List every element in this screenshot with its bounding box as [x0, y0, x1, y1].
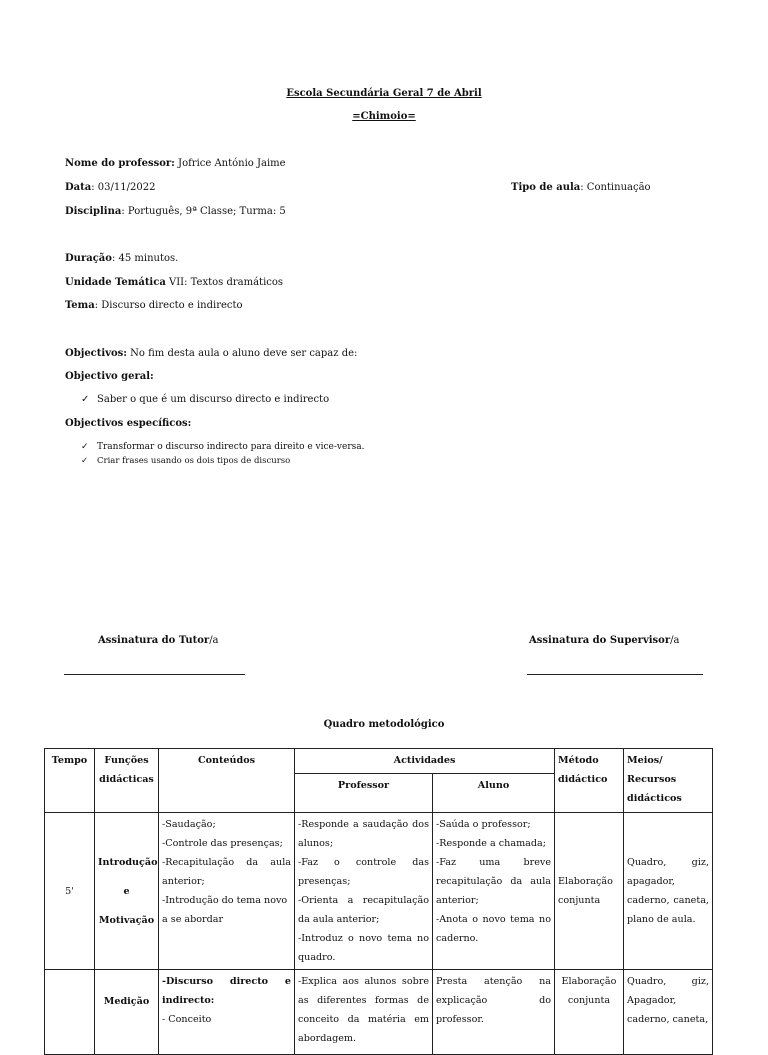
table-row	[45, 970, 713, 1055]
supervisor-signature-line	[527, 674, 703, 675]
unit-line	[65, 277, 283, 288]
subject-label: Disciplina	[65, 206, 122, 217]
class-type-value: : Continuação	[580, 182, 651, 193]
class-type-line	[511, 182, 651, 193]
row1-professor: -Responde a saudação dos alunos; -Faz o controle das presenças; -Orienta a recapitulação da aula anterior; -Introduz o novo tema no quadro.	[295, 813, 433, 970]
unit-value: VII: Textos dramáticos	[165, 277, 284, 288]
header-funcoes: Funções didácticas	[95, 749, 159, 813]
table-title: Quadro metodológico	[323, 719, 445, 730]
header-professor: Professor	[295, 774, 433, 813]
checkmark-icon: ✓	[81, 456, 89, 466]
teacher-line	[65, 158, 286, 169]
methodology-table	[44, 748, 713, 1055]
theme-label: Tema	[65, 300, 95, 311]
supervisor-signature-label: Assinatura do Supervisor/a	[529, 635, 680, 646]
tutor-signature-line	[64, 674, 245, 675]
school-title: Escola Secundária Geral 7 de Abril	[286, 88, 482, 99]
subject-line	[65, 206, 286, 217]
specific-objective-item: ✓ Criar frases usando os dois tipos de discurso	[81, 456, 291, 466]
class-type-label: Tipo de aula	[511, 182, 581, 193]
table-row	[45, 813, 713, 970]
date-value: : 03/11/2022	[91, 182, 156, 193]
header-actividades: Actividades	[295, 749, 555, 774]
row1-aluno: -Saúda o professor; -Responde a chamada; -Faz uma breve recapitulação da aula anterior; -Anota o novo tema no caderno.	[433, 813, 555, 970]
specific-objective-item: ✓ Transformar o discurso indirecto para direito e vice-versa.	[81, 442, 365, 452]
objectives-line	[65, 348, 357, 359]
row2-funcao: Medição	[95, 970, 159, 1055]
header-aluno: Aluno	[433, 774, 555, 813]
row1-funcao: Introdução e Motivação	[95, 813, 159, 970]
row2-professor: -Explica aos alunos sobre as diferentes formas de conceito da matéria em abordagem.	[295, 970, 433, 1055]
general-objective-item: ✓ Saber o que é um discurso directo e indirecto	[81, 394, 330, 405]
unit-label: Unidade Temática	[65, 277, 166, 288]
subject-value: : Português, 9ª Classe; Turma: 5	[121, 206, 286, 217]
header-tempo: Tempo	[45, 749, 95, 813]
row1-conteudos: -Saudação; -Controle das presenças; -Recapitulação da aula anterior; -Introdução do tema novo a se abordar	[159, 813, 295, 970]
row1-metodo: Elaboração conjunta	[555, 813, 624, 970]
teacher-label: Nome do professor:	[65, 158, 175, 169]
header-meios: Meios/ Recursos didácticos	[624, 749, 713, 813]
duration-line	[65, 253, 178, 264]
date-label: Data	[65, 182, 92, 193]
theme-line	[65, 300, 243, 311]
row2-aluno: Presta atenção na explicação do professor.	[433, 970, 555, 1055]
row2-tempo	[45, 970, 95, 1055]
specific-objectives-label: Objectivos específicos:	[65, 418, 192, 429]
objectives-label: Objectivos:	[65, 348, 127, 359]
row1-tempo: 5'	[45, 813, 95, 970]
duration-value: : 45 minutos.	[111, 253, 179, 264]
checkmark-icon: ✓	[81, 394, 90, 405]
city-title: =Chimoio=	[352, 111, 416, 122]
row2-meios: Quadro, giz, Apagador, caderno, caneta,	[624, 970, 713, 1055]
objectives-intro: No fim desta aula o aluno deve ser capaz de:	[127, 348, 358, 359]
date-line	[65, 182, 155, 193]
row2-conteudos: -Discurso directo e indirecto: - Conceito	[159, 970, 295, 1055]
tutor-signature-label: Assinatura do Tutor/a	[98, 635, 219, 646]
duration-label: Duração	[65, 253, 112, 264]
theme-value: : Discurso directo e indirecto	[94, 300, 243, 311]
checkmark-icon: ✓	[81, 442, 89, 452]
header-conteudos: Conteúdos	[159, 749, 295, 813]
header-metodo: Método didáctico	[555, 749, 624, 813]
row2-metodo: Elaboração conjunta	[555, 970, 624, 1055]
general-objective-label: Objectivo geral:	[65, 371, 154, 382]
row1-meios: Quadro, giz, apagador, caderno, caneta, plano de aula.	[624, 813, 713, 970]
teacher-value: Jofrice António Jaime	[174, 158, 286, 169]
